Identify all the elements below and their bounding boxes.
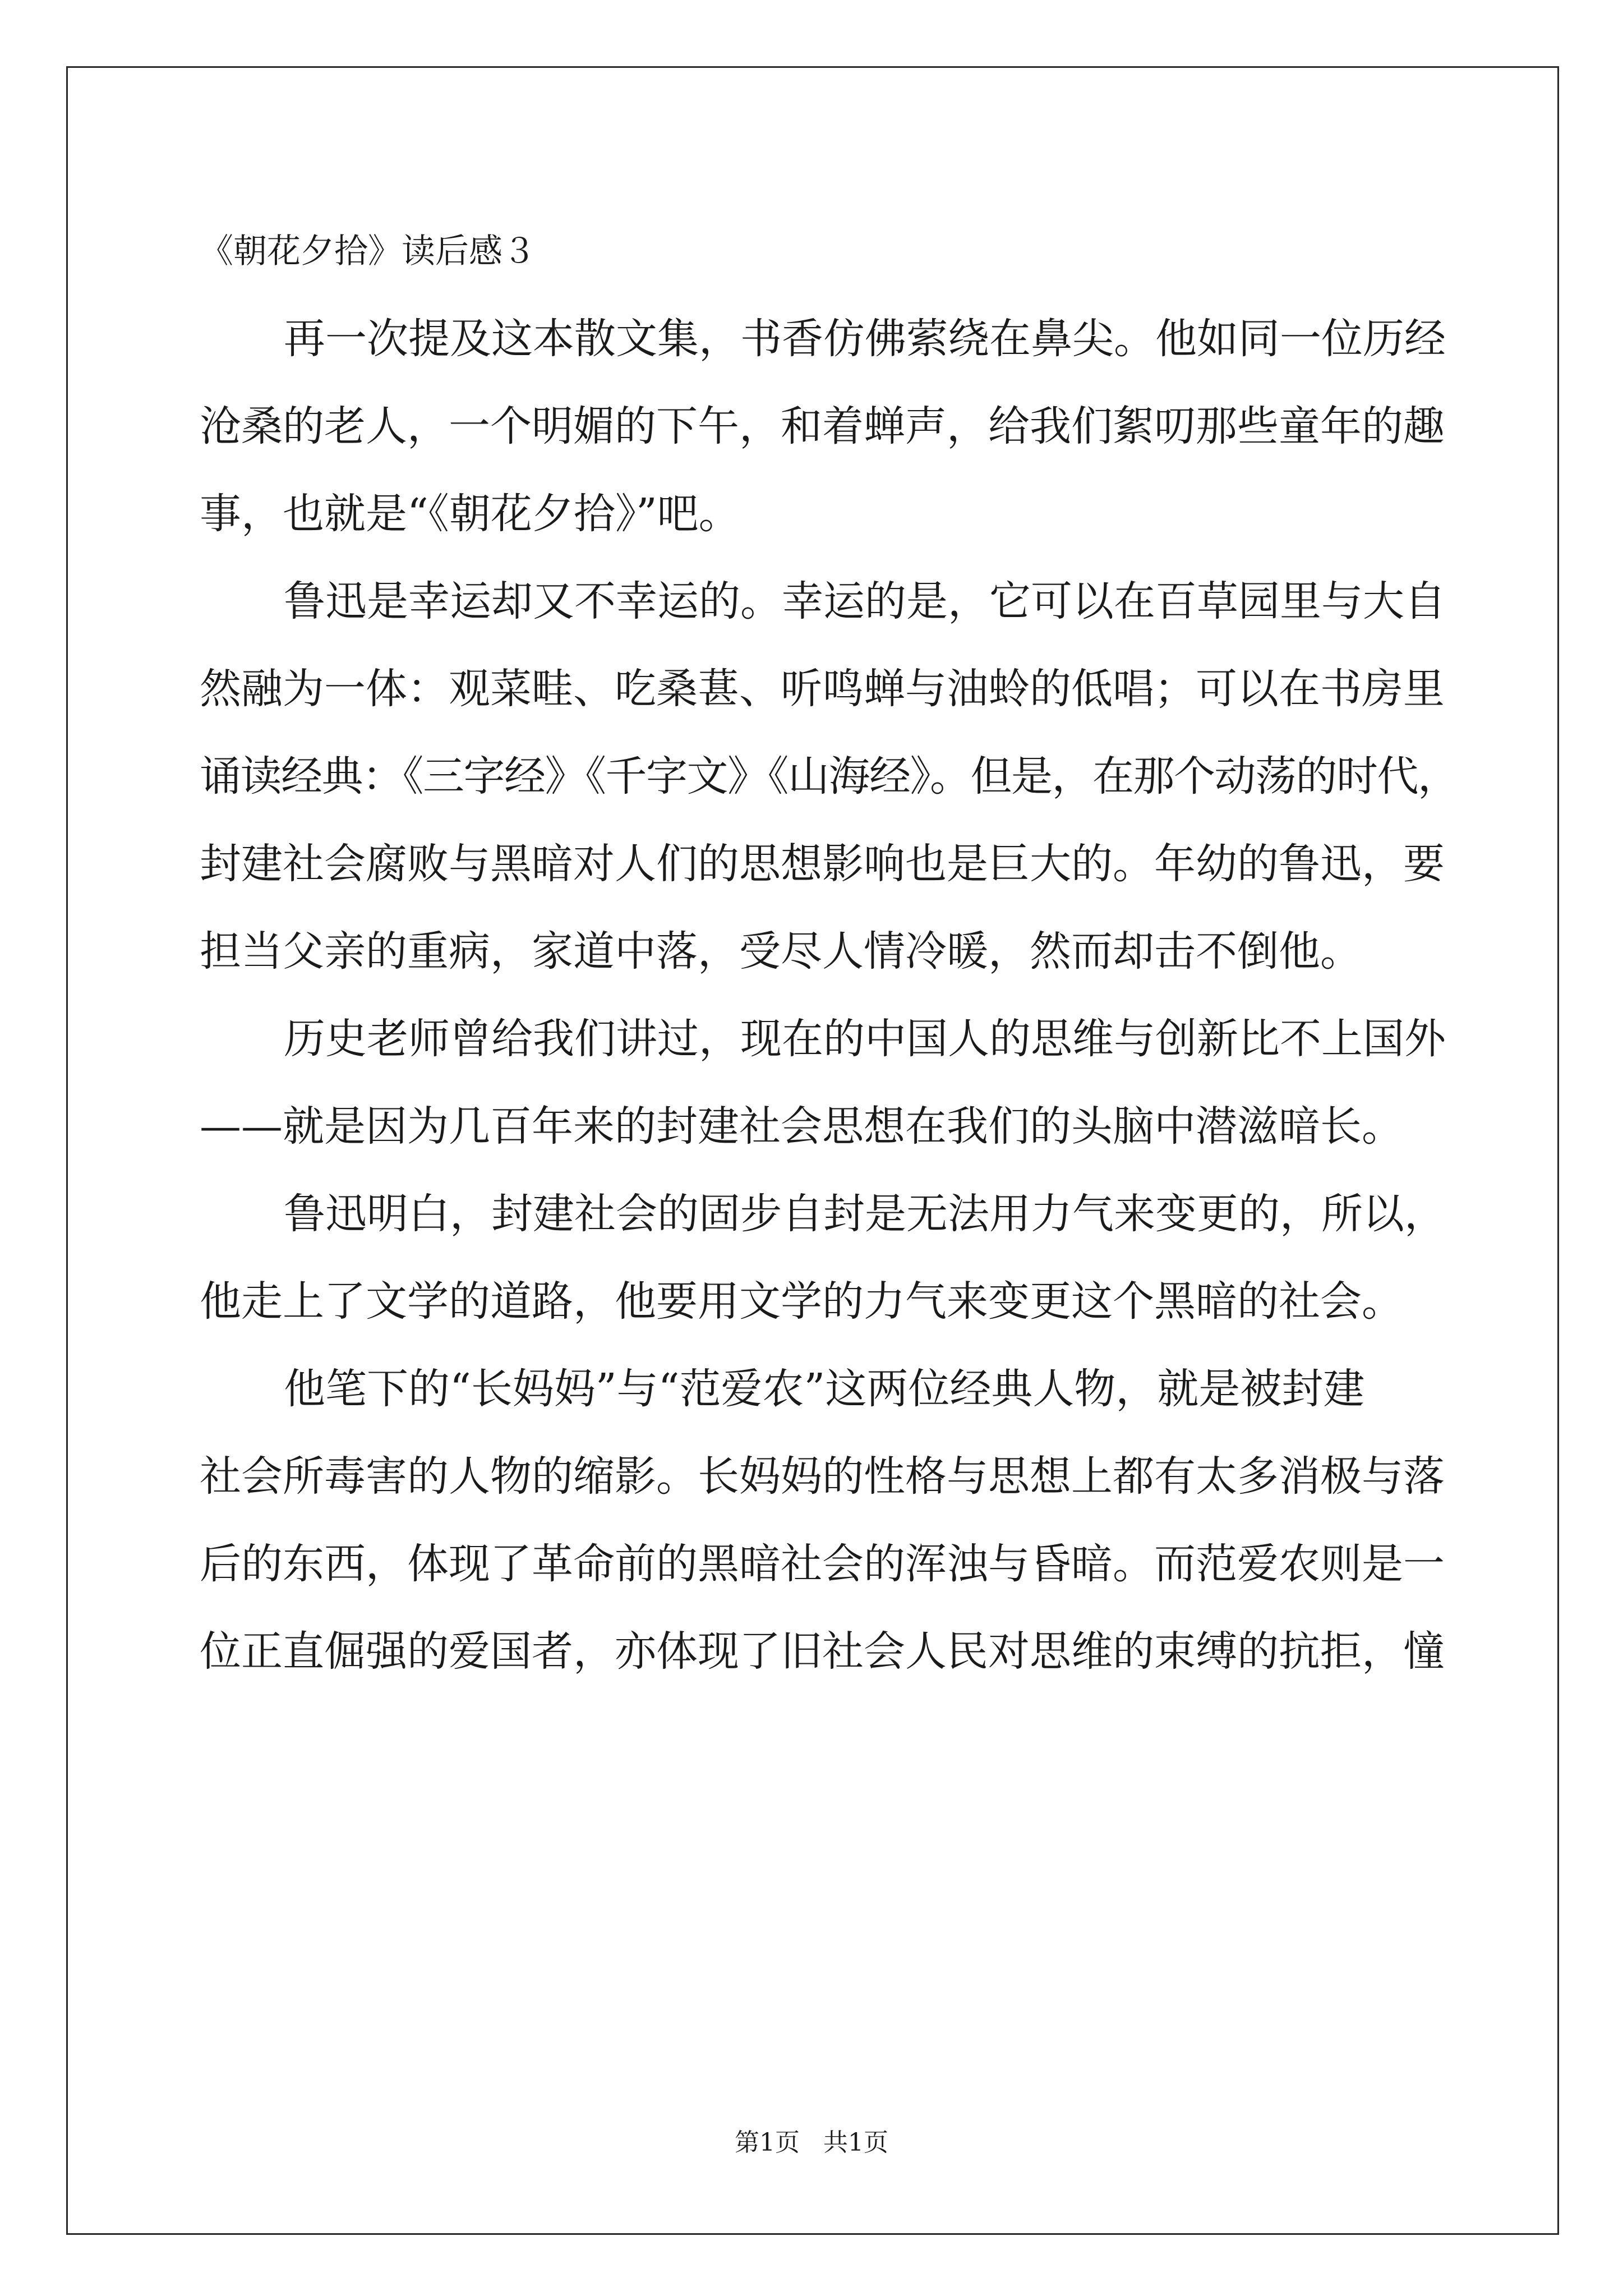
text-line: 封建社会腐败与黑暗对人们的思想影响也是巨大的。年幼的鲁迅，要 <box>200 840 1445 888</box>
text-line: 然融为一体：观菜畦、吃桑葚、听鸣蝉与油蛉的低唱；可以在书房里 <box>200 665 1445 713</box>
text-line: 担当父亲的重病，家道中落，受尽人情冷暖，然而却击不倒他。 <box>200 927 1362 976</box>
text-line: 社会所毒害的人物的缩影。长妈妈的性格与思想上都有太多消极与落 <box>200 1452 1445 1501</box>
paragraph-3 <box>200 995 1463 1170</box>
text-line: 后的东西，体现了革命前的黑暗社会的浑浊与昏暗。而范爱农则是一 <box>200 1540 1445 1588</box>
paragraph-5 <box>200 1345 1463 1695</box>
paragraph-2 <box>200 558 1463 995</box>
text-line: 他笔下的“长妈妈”与“范爱农”这两位经典人物，就是被封建 <box>284 1365 1365 1413</box>
document-body <box>200 208 1463 1695</box>
paragraph-1 <box>200 295 1463 558</box>
text-line: 事，也就是“《朝花夕拾》”吧。 <box>200 490 740 538</box>
text-line: 他走上了文学的道路，他要用文学的力气来变更这个黑暗的社会。 <box>200 1277 1403 1326</box>
text-line: 诵读经典：《三字经》《千字文》《山海经》。但是，在那个动荡的时代， <box>200 752 1459 800</box>
text-line: 鲁迅是幸运却又不幸运的。幸运的是，它可以在百草园里与大自 <box>284 577 1446 625</box>
text-line: ——就是因为几百年来的封建社会思想在我们的头脑中潜滋暗长。 <box>200 1102 1403 1151</box>
page-footer: 第1页 共1页 <box>735 2128 888 2157</box>
document-title: 《朝花夕拾》读后感３ <box>200 232 536 271</box>
paragraph-4 <box>200 1170 1463 1345</box>
text-line: 鲁迅明白，封建社会的固步自封是无法用力气来变更的，所以， <box>284 1190 1446 1238</box>
text-line: 位正直倔强的爱国者，亦体现了旧社会人民对思维的束缚的抗拒，憧 <box>200 1627 1445 1676</box>
text-line: 沧桑的老人，一个明媚的下午，和着蝉声，给我们絮叨那些童年的趣 <box>200 402 1445 450</box>
text-line: 再一次提及这本散文集，书香仿佛萦绕在鼻尖。他如同一位历经 <box>284 315 1446 363</box>
text-line: 历史老师曾给我们讲过，现在的中国人的思维与创新比不上国外 <box>284 1015 1446 1063</box>
